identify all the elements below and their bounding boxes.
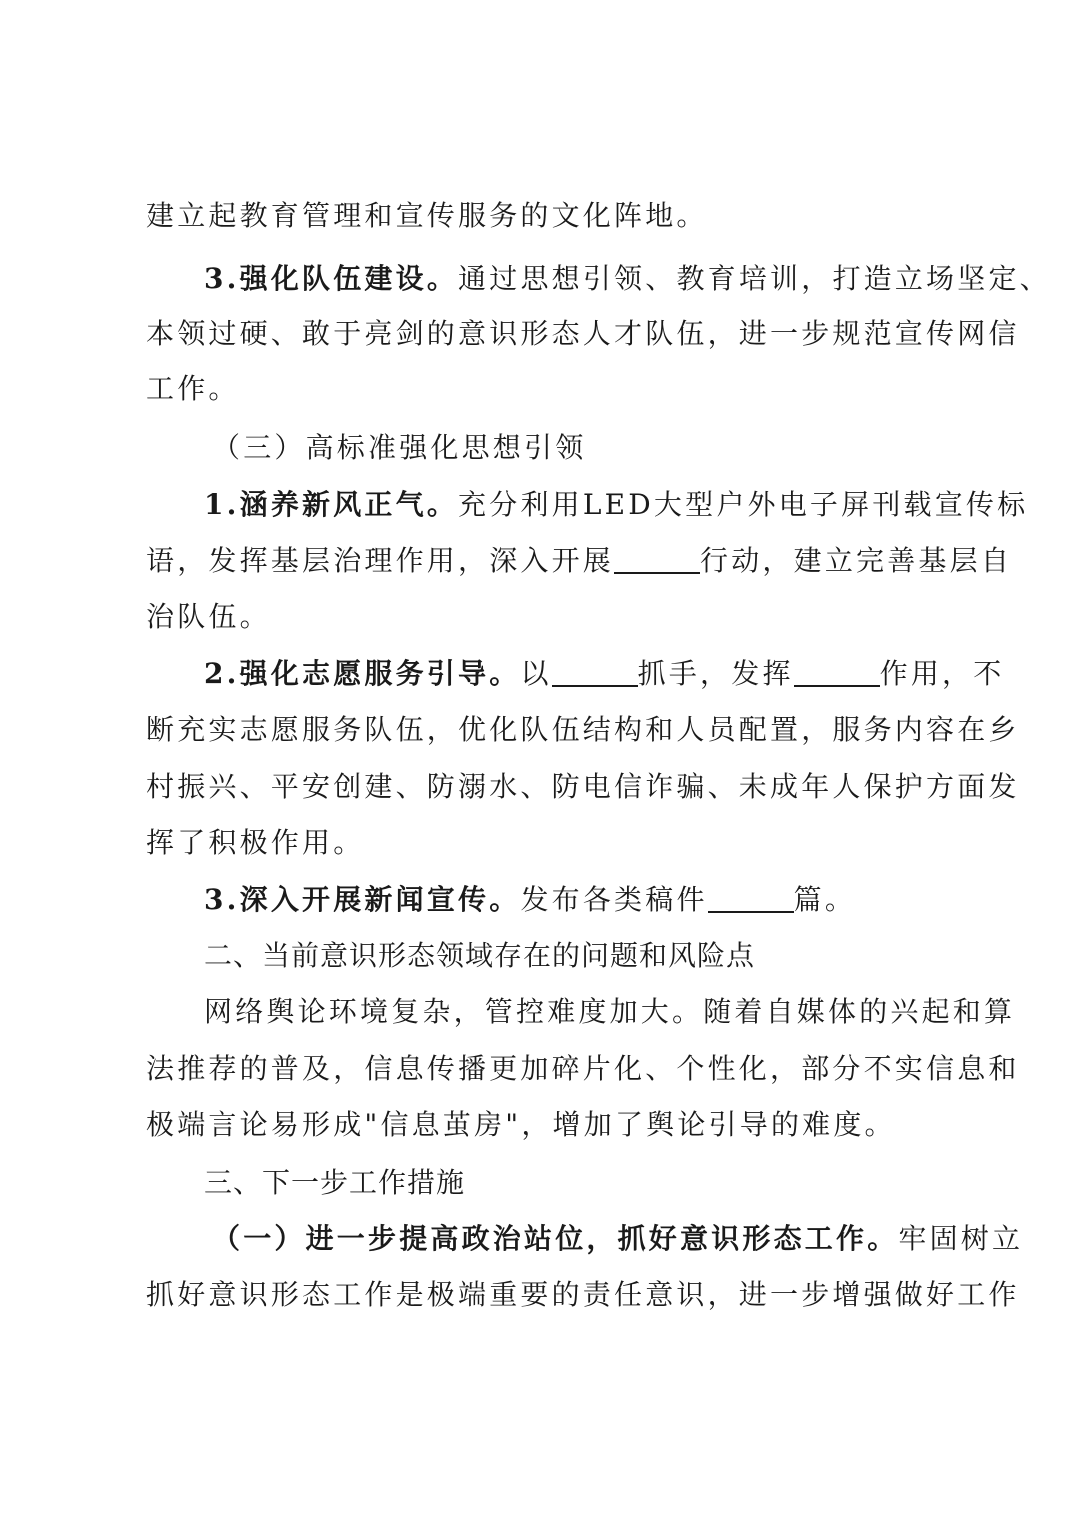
team-text-1: 通过思想引领、教育培训，打造立场坚定、 [458, 262, 1051, 295]
culture-line-1 [146, 196, 946, 236]
part-3-heading-text: 三、下一步工作措施 [204, 1166, 466, 1199]
wind-text-3: 治队伍。 [146, 600, 271, 633]
team-line-2 [146, 314, 1020, 354]
part-3-sub1-line-2 [146, 1275, 1020, 1315]
part-2-heading [204, 936, 946, 976]
part-3-sub1-line-1 [212, 1219, 1024, 1259]
wind-text-1: 充分利用LED大型户外电子屏刊载宣传标 [458, 488, 1029, 521]
news-line-1 [204, 880, 946, 920]
volunteer-text-1b: 抓手，发挥 [637, 657, 794, 690]
wind-line-2 [146, 541, 1013, 581]
volunteer-line-2 [146, 710, 1020, 750]
section-3-heading-text: （三）高标准强化思想引领 [212, 431, 587, 464]
wind-line-3 [146, 597, 946, 637]
wind-title: 1.涵养新风正气。 [204, 488, 459, 521]
volunteer-line-3 [146, 767, 1020, 807]
part-2-text-3: 极端言论易形成"信息茧房"，增加了舆论引导的难度。 [146, 1108, 896, 1141]
news-text-1b: 篇。 [793, 883, 857, 916]
volunteer-title: 2.强化志愿服务引导。 [204, 657, 521, 690]
wind-line-1 [204, 485, 1029, 525]
part-2-text-1: 网络舆论环境复杂，管控难度加大。随着自媒体的兴起和算 [204, 995, 1016, 1028]
blank-underline [552, 659, 638, 687]
team-text-2: 本领过硬、敢于亮剑的意识形态人才队伍，进一步规范宣传网信 [146, 317, 1020, 350]
volunteer-text-2: 断充实志愿服务队伍，优化队伍结构和人员配置，服务内容在乡 [146, 713, 1020, 746]
part-2-line-2 [146, 1049, 1020, 1089]
volunteer-text-4: 挥了积极作用。 [146, 826, 365, 859]
news-text-1a: 发布各类稿件 [520, 883, 708, 916]
part-2-heading-text: 二、当前意识形态领域存在的问题和风险点 [204, 939, 756, 972]
volunteer-text-1c: 作用，不 [879, 657, 1005, 690]
volunteer-text-3: 村振兴、平安创建、防溺水、防电信诈骗、未成年人保护方面发 [146, 770, 1020, 803]
wind-text-2a: 语，发挥基层治理作用，深入开展 [146, 544, 615, 577]
team-title: 3.强化队伍建设。 [204, 262, 459, 295]
part-3-heading [204, 1163, 946, 1203]
part-2-line-1 [204, 992, 1016, 1032]
volunteer-line-1 [204, 654, 1005, 694]
volunteer-text-1a: 以 [520, 657, 552, 690]
team-line-1 [204, 259, 1051, 299]
section-3-heading [212, 428, 1012, 468]
blank-underline [794, 659, 880, 687]
blank-underline [708, 885, 794, 913]
part-2-text-2: 法推荐的普及，信息传播更加碎片化、个性化，部分不实信息和 [146, 1052, 1020, 1085]
wind-text-2b: 行动，建立完善基层自 [700, 544, 1013, 577]
team-line-3 [146, 369, 946, 409]
news-title: 3.深入开展新闻宣传。 [204, 883, 521, 916]
part-2-line-3 [146, 1105, 946, 1145]
blank-underline [614, 546, 700, 574]
culture-text: 建立起教育管理和宣传服务的文化阵地。 [146, 199, 708, 232]
part-3-sub1-title: （一）进一步提高政治站位，抓好意识形态工作。 [212, 1222, 899, 1255]
part-3-sub1-text-1: 牢固树立 [898, 1222, 1024, 1255]
part-3-sub1-text-2: 抓好意识形态工作是极端重要的责任意识，进一步增强做好工作 [146, 1278, 1020, 1311]
team-text-3: 工作。 [146, 372, 240, 405]
volunteer-line-4 [146, 823, 946, 863]
